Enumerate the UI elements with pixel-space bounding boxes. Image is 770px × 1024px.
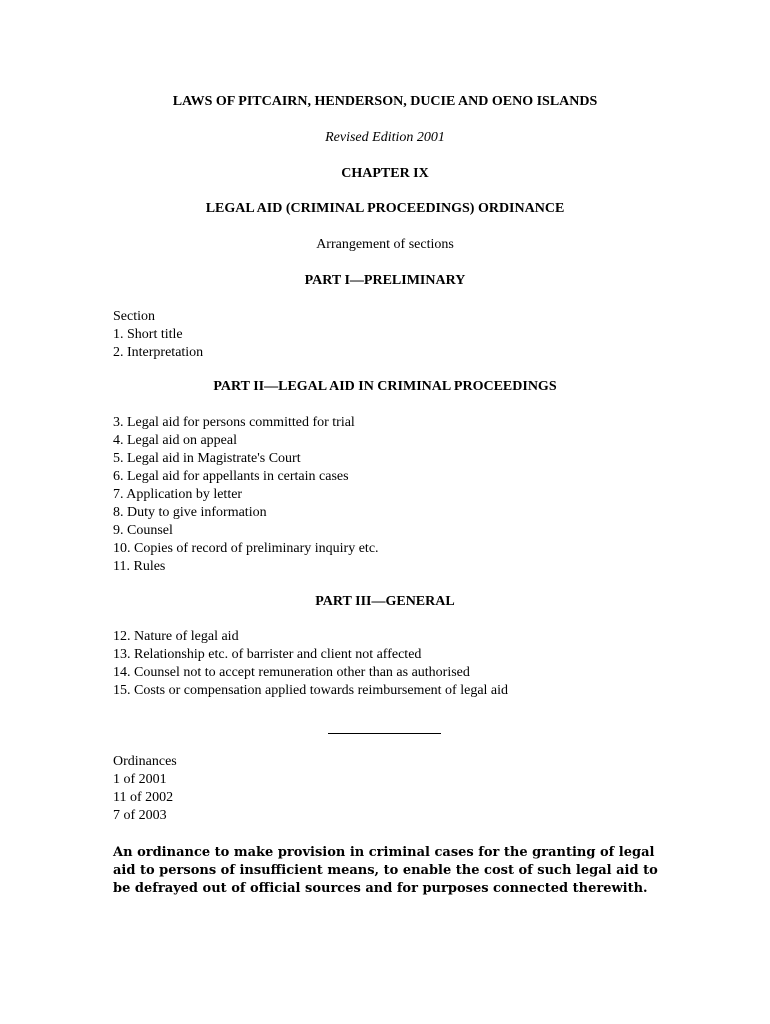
list-item: 5. Legal aid in Magistrate's Court: [113, 451, 301, 466]
list-item: 11. Rules: [113, 559, 166, 574]
list-item: 8. Duty to give information: [113, 505, 267, 520]
document-title: LAWS OF PITCAIRN, HENDERSON, DUCIE AND OENO ISLANDS: [172, 94, 598, 109]
part1-heading: PART I—PRELIMINARY: [304, 273, 466, 288]
part2-heading: PART II—LEGAL AID IN CRIMINAL PROCEEDINGS: [213, 379, 557, 394]
part1-section-list: [113, 308, 203, 362]
list-item: 7 of 2003: [113, 808, 167, 823]
edition-label: Revised Edition 2001: [325, 130, 445, 145]
list-item: 11 of 2002: [113, 790, 174, 805]
ordinance-summary: An ordinance to make provision in criminal cases for the granting of legal aid to persons of insufficient means, to enable the cost of such legal aid to be defrayed out of official sources and for purposes connected therewith.: [113, 845, 658, 896]
ordinance-title: LEGAL AID (CRIMINAL PROCEEDINGS) ORDINANCE: [205, 201, 565, 216]
part3-heading: PART III—GENERAL: [315, 594, 455, 609]
ordinances-label: Ordinances: [113, 754, 177, 769]
list-item: 12. Nature of legal aid: [113, 629, 239, 644]
list-item: 1. Short title: [113, 327, 183, 342]
list-item: 10. Copies of record of preliminary inquiry etc.: [113, 541, 379, 556]
list-item: 1 of 2001: [113, 772, 167, 787]
ordinances-list: [113, 753, 177, 825]
list-item: 15. Costs or compensation applied towards reimbursement of legal aid: [113, 683, 509, 698]
part3-section-list: [113, 628, 508, 700]
list-item: 6. Legal aid for appellants in certain cases: [113, 469, 349, 484]
arrangement-label: Arrangement of sections: [316, 237, 454, 252]
list-item: 14. Counsel not to accept remuneration other than as authorised: [113, 665, 470, 680]
list-item: 9. Counsel: [113, 523, 173, 538]
chapter-heading: CHAPTER IX: [341, 166, 429, 181]
list-item: 2. Interpretation: [113, 345, 204, 360]
section-label: Section: [113, 309, 155, 324]
divider-rule: [328, 733, 441, 734]
part2-section-list: [113, 414, 379, 576]
list-item: 13. Relationship etc. of barrister and client not affected: [113, 647, 422, 662]
list-item: 3. Legal aid for persons committed for trial: [113, 415, 355, 430]
list-item: 4. Legal aid on appeal: [113, 433, 238, 448]
list-item: 7. Application by letter: [113, 487, 243, 502]
